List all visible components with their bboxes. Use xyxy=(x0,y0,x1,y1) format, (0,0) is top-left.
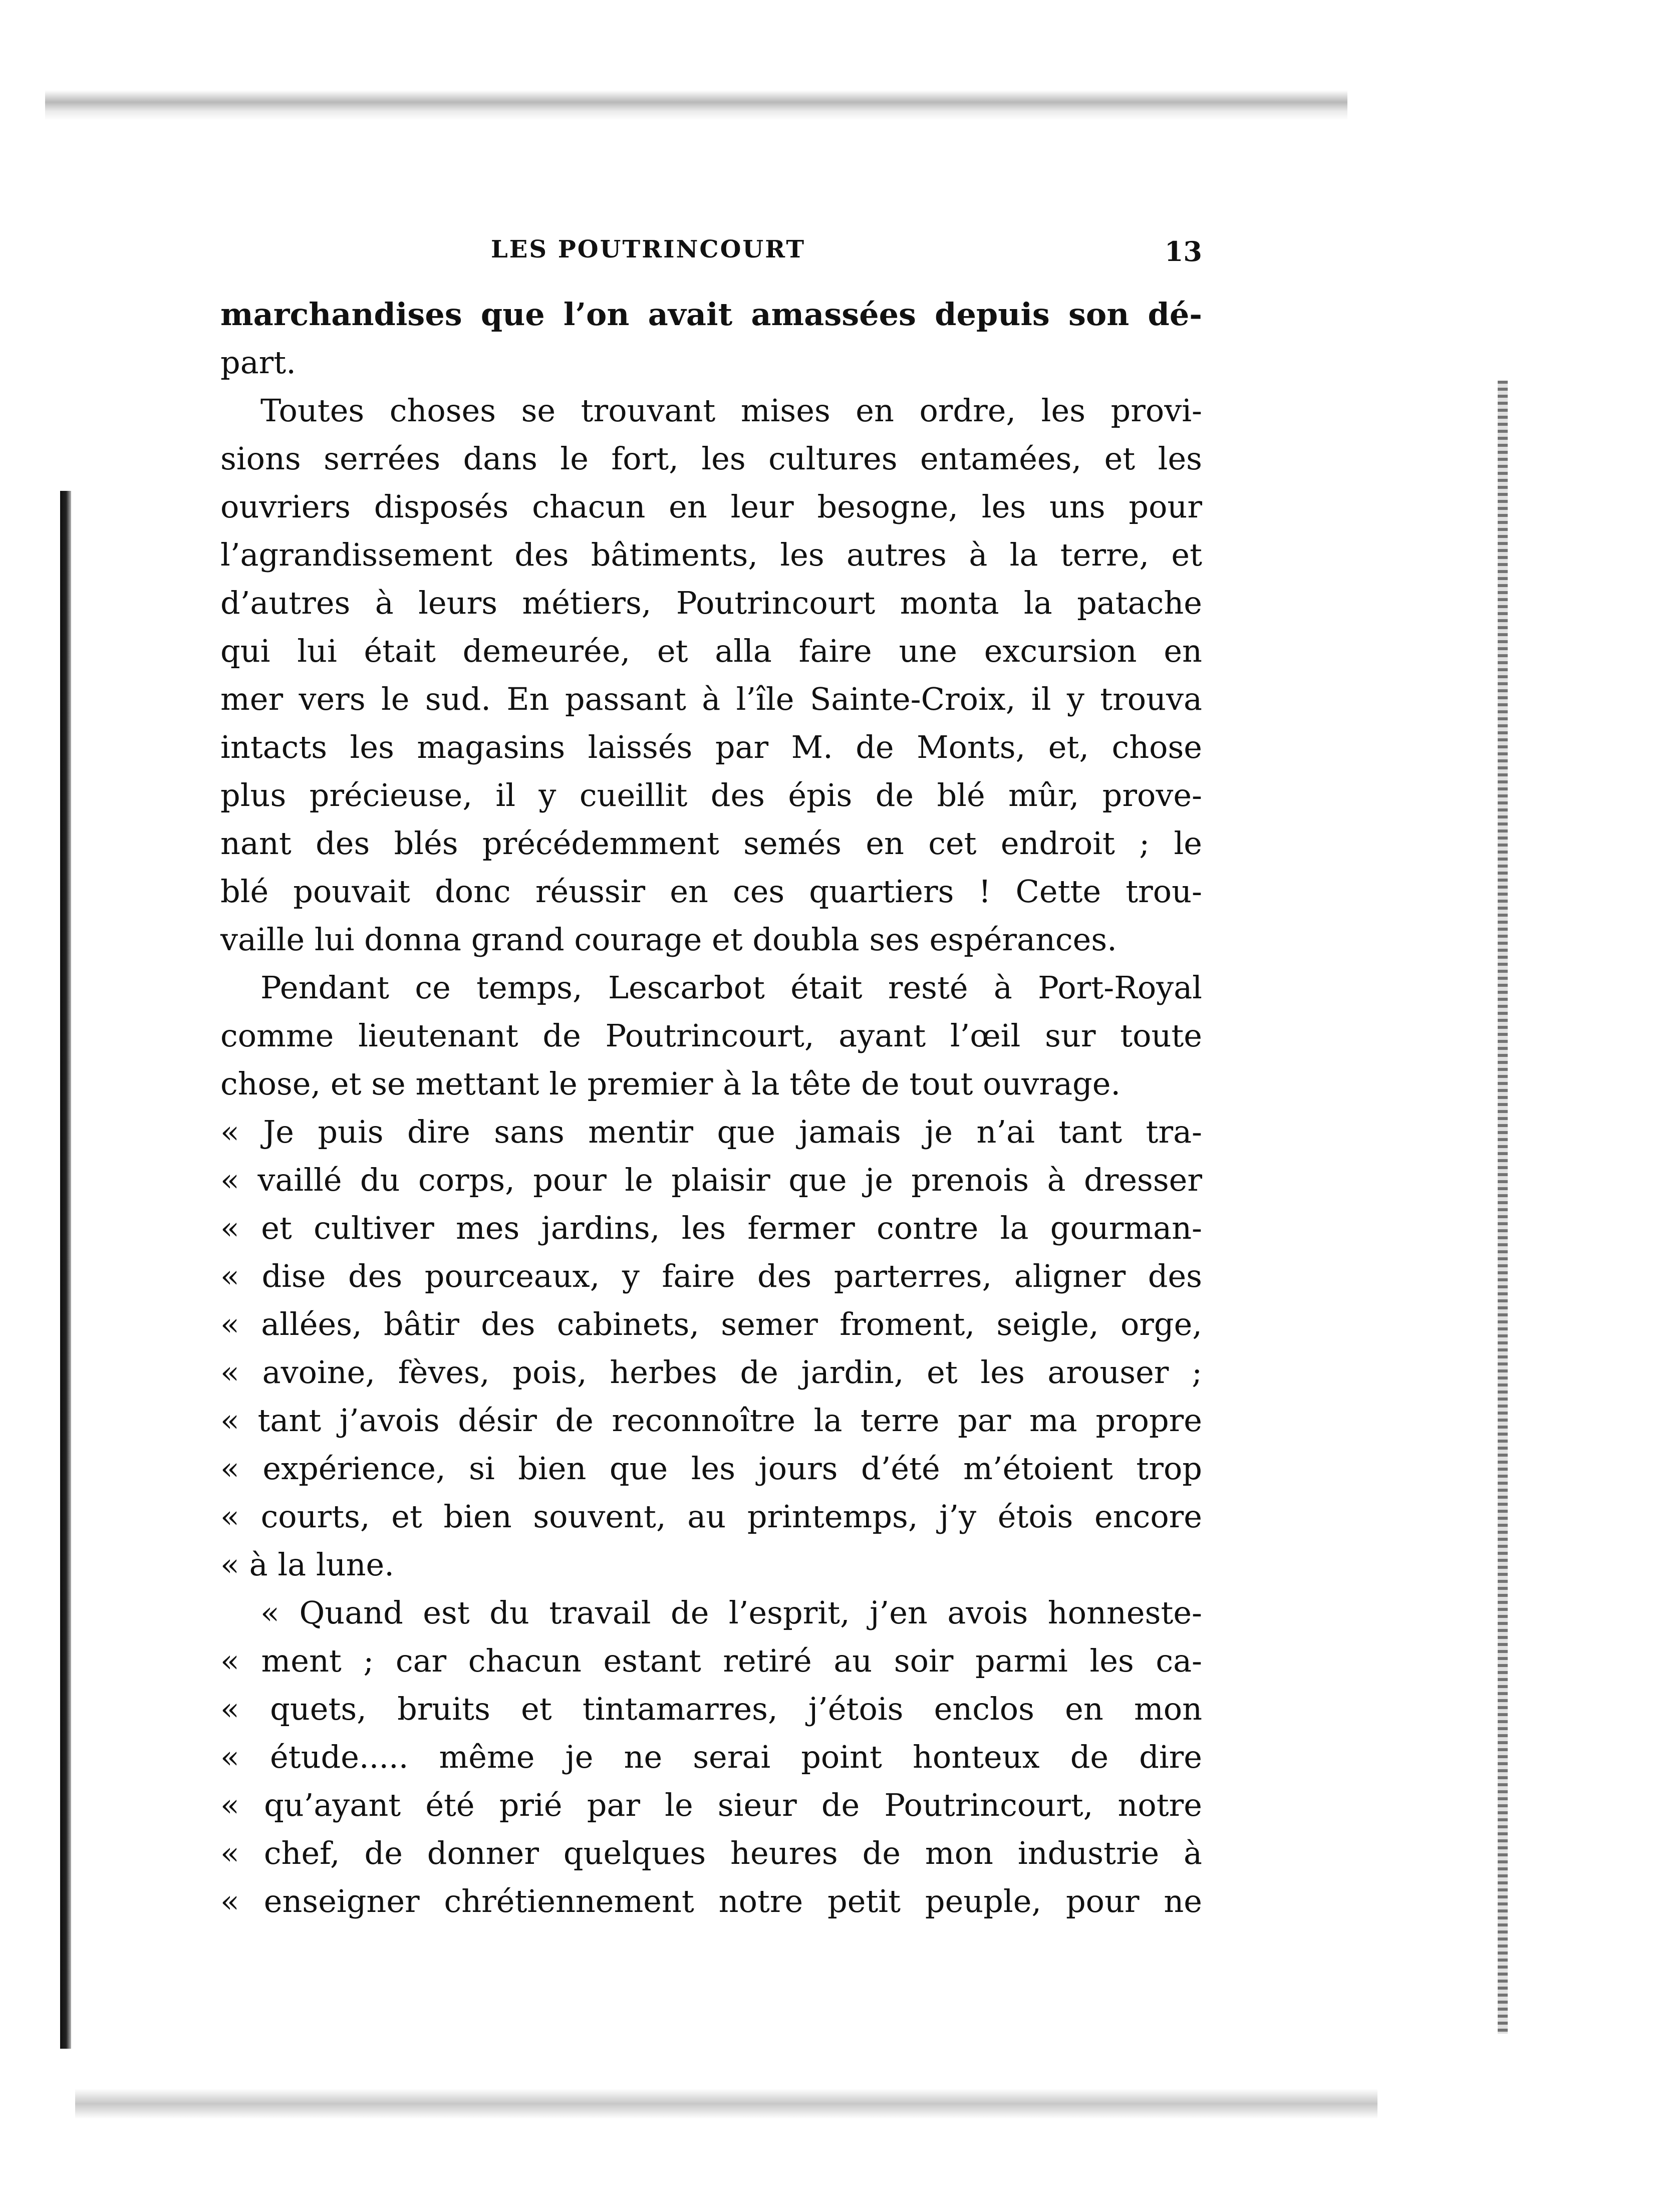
scan-shadow-top xyxy=(45,90,1347,120)
text-line: « courts, et bien souvent, au printemps, j’y étois encore xyxy=(220,1498,1202,1535)
text-line: mer vers le sud. En passant à l’île Sainte-Croix, il y trouva xyxy=(220,681,1202,717)
text-line: comme lieutenant de Poutrincourt, ayant l’œil sur toute xyxy=(220,1017,1202,1054)
text-line: sions serrées dans le fort, les cultures entamées, et les xyxy=(220,440,1202,477)
text-line: « dise des pourceaux, y faire des parterres, aligner des xyxy=(220,1258,1202,1294)
text-line: « tant j’avois désir de reconnoître la terre par ma propre xyxy=(220,1402,1202,1439)
scan-shadow-bottom xyxy=(75,2089,1377,2119)
text-line: « étude..... même je ne serai point honteux de dire xyxy=(220,1739,1202,1775)
text-line: « avoine, fèves, pois, herbes de jardin, et les arouser ; xyxy=(220,1354,1202,1391)
text-line: part. xyxy=(220,344,296,381)
text-line: « ment ; car chacun estant retiré au soir parmi les ca- xyxy=(220,1642,1202,1679)
running-head xyxy=(220,235,1202,270)
text-line: « vaillé du corps, pour le plaisir que je prenois à dresser xyxy=(220,1162,1202,1198)
text-line: « Je puis dire sans mentir que jamais je n’ai tant tra- xyxy=(220,1114,1202,1150)
text-line: « qu’ayant été prié par le sieur de Poutrincourt, notre xyxy=(220,1787,1202,1823)
text-line: qui lui était demeurée, et alla faire une excursion en xyxy=(220,633,1202,669)
text-line: l’agrandissement des bâtiments, les autres à la terre, et xyxy=(220,536,1202,573)
text-line: ouvriers disposés chacun en leur besogne, les uns pour xyxy=(220,488,1202,525)
page-number: 13 xyxy=(1164,235,1202,267)
text-line: Toutes choses se trouvant mises en ordre, les provi- xyxy=(260,392,1202,429)
text-line: d’autres à leurs métiers, Poutrincourt monta la patache xyxy=(220,585,1202,621)
text-line: plus précieuse, il y cueillit des épis de blé mûr, prove- xyxy=(220,777,1202,813)
text-line: blé pouvait donc réussir en ces quartiers ! Cette trou- xyxy=(220,873,1202,910)
text-line: marchandises que l’on avait amassées depuis son dé- xyxy=(220,296,1202,333)
text-line: « allées, bâtir des cabinets, semer froment, seigle, orge, xyxy=(220,1306,1202,1342)
scan-shadow-left xyxy=(60,491,71,2049)
text-line: « enseigner chrétiennement notre petit peuple, pour ne xyxy=(220,1883,1202,1919)
text-line: Pendant ce temps, Lescarbot était resté à Port-Royal xyxy=(260,969,1202,1006)
text-line: intacts les magasins laissés par M. de Monts, et, chose xyxy=(220,729,1202,765)
text-line: « et cultiver mes jardins, les fermer contre la gourman- xyxy=(220,1210,1202,1246)
text-line: « Quand est du travail de l’esprit, j’en avois honneste- xyxy=(260,1594,1202,1631)
body-text xyxy=(220,291,1202,1925)
text-line: « expérience, si bien que les jours d’été m’étoient trop xyxy=(220,1450,1202,1487)
scan-shadow-right xyxy=(1498,381,1508,2034)
text-line: « quets, bruits et tintamarres, j’étois enclos en mon xyxy=(220,1691,1202,1727)
text-line: « chef, de donner quelques heures de mon industrie à xyxy=(220,1835,1202,1871)
text-line: vaille lui donna grand courage et doubla ses espérances. xyxy=(220,921,1117,958)
running-title: LES POUTRINCOURT xyxy=(491,235,806,263)
text-line: chose, et se mettant le premier à la tête de tout ouvrage. xyxy=(220,1065,1121,1102)
text-line: « à la lune. xyxy=(220,1546,394,1583)
text-line: nant des blés précédemment semés en cet endroit ; le xyxy=(220,825,1202,862)
